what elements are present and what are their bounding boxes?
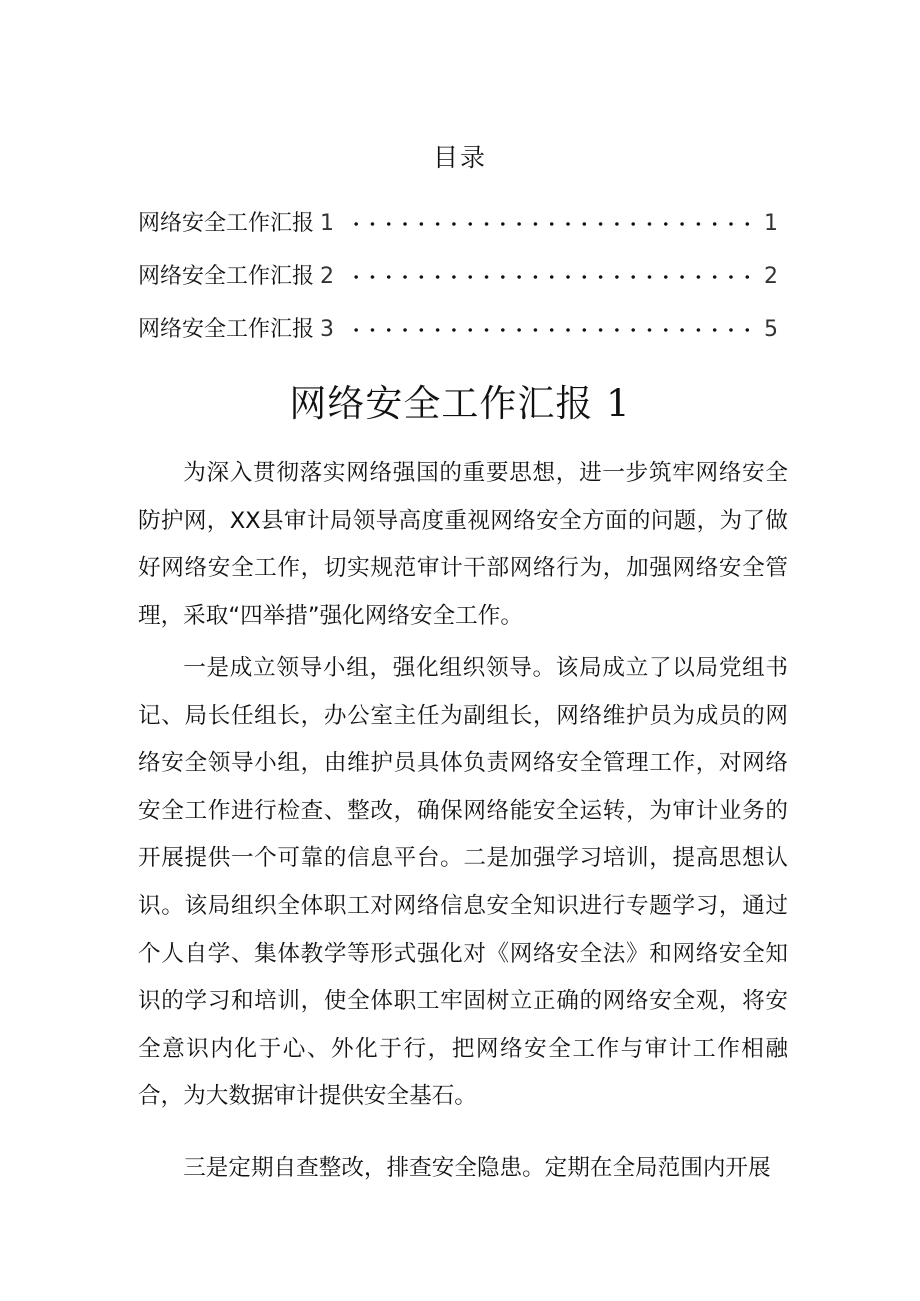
toc-entry-number: 1 (320, 211, 335, 236)
body-paragraph: 三是定期自查整改，排查安全隐患。定期在全局范围内开展 (183, 1155, 771, 1181)
toc-title: 目录 (432, 143, 487, 172)
toc-entry-page: 5 (764, 317, 778, 342)
toc-entry-number: 3 (320, 317, 335, 342)
table-of-contents (138, 204, 778, 363)
toc-entry-page: 1 (764, 211, 778, 236)
toc-dot-leader (348, 273, 758, 281)
toc-entry-page: 2 (764, 264, 778, 289)
body-paragraph: 一是成立领导小组，强化组织领导。该局成立了以局党组书记、局长任组长，办公室主任为副组长，网络维护员为成员的网络安全领导小组，由维护员具体负责网络安全管理工作，对网络安全工作进行检查、整改，确保网络能安全运转，为审计业务的开展提供一个可靠的信息平台。二是加强学习培训，提高思想认识。该局组织全体职工对网络信息安全知识进行专题学习，通过个人自学、集体教学等形式强化对《网络安全法》和网络安全知识的学习和培训，使全体职工牢固树立正确的网络安全观，将安全意识内化于心、外化于行，把网络安全工作与审计工作相融合，为大数据审计提供安全基石。 (138, 655, 788, 1110)
toc-entry-label: 网络安全工作汇报 (138, 317, 315, 342)
toc-entry[interactable] (138, 204, 778, 257)
toc-dot-leader (348, 326, 758, 334)
toc-entry[interactable] (138, 310, 778, 363)
toc-entry[interactable] (138, 257, 778, 310)
document-title: 网络安全工作汇报 1 (289, 382, 631, 425)
toc-entry-label: 网络安全工作汇报 (138, 211, 315, 236)
toc-dot-leader (348, 220, 758, 228)
body-paragraph: 为深入贯彻落实网络强国的重要思想，进一步筑牢网络安全防护网，XX县审计局领导高度重视网络安全方面的问题，为了做好网络安全工作，切实规范审计干部网络行为，加强网络安全管理，采取“四举措”强化网络安全工作。 (138, 460, 788, 629)
toc-entry-label: 网络安全工作汇报 (138, 264, 315, 289)
toc-entry-number: 2 (320, 264, 335, 289)
